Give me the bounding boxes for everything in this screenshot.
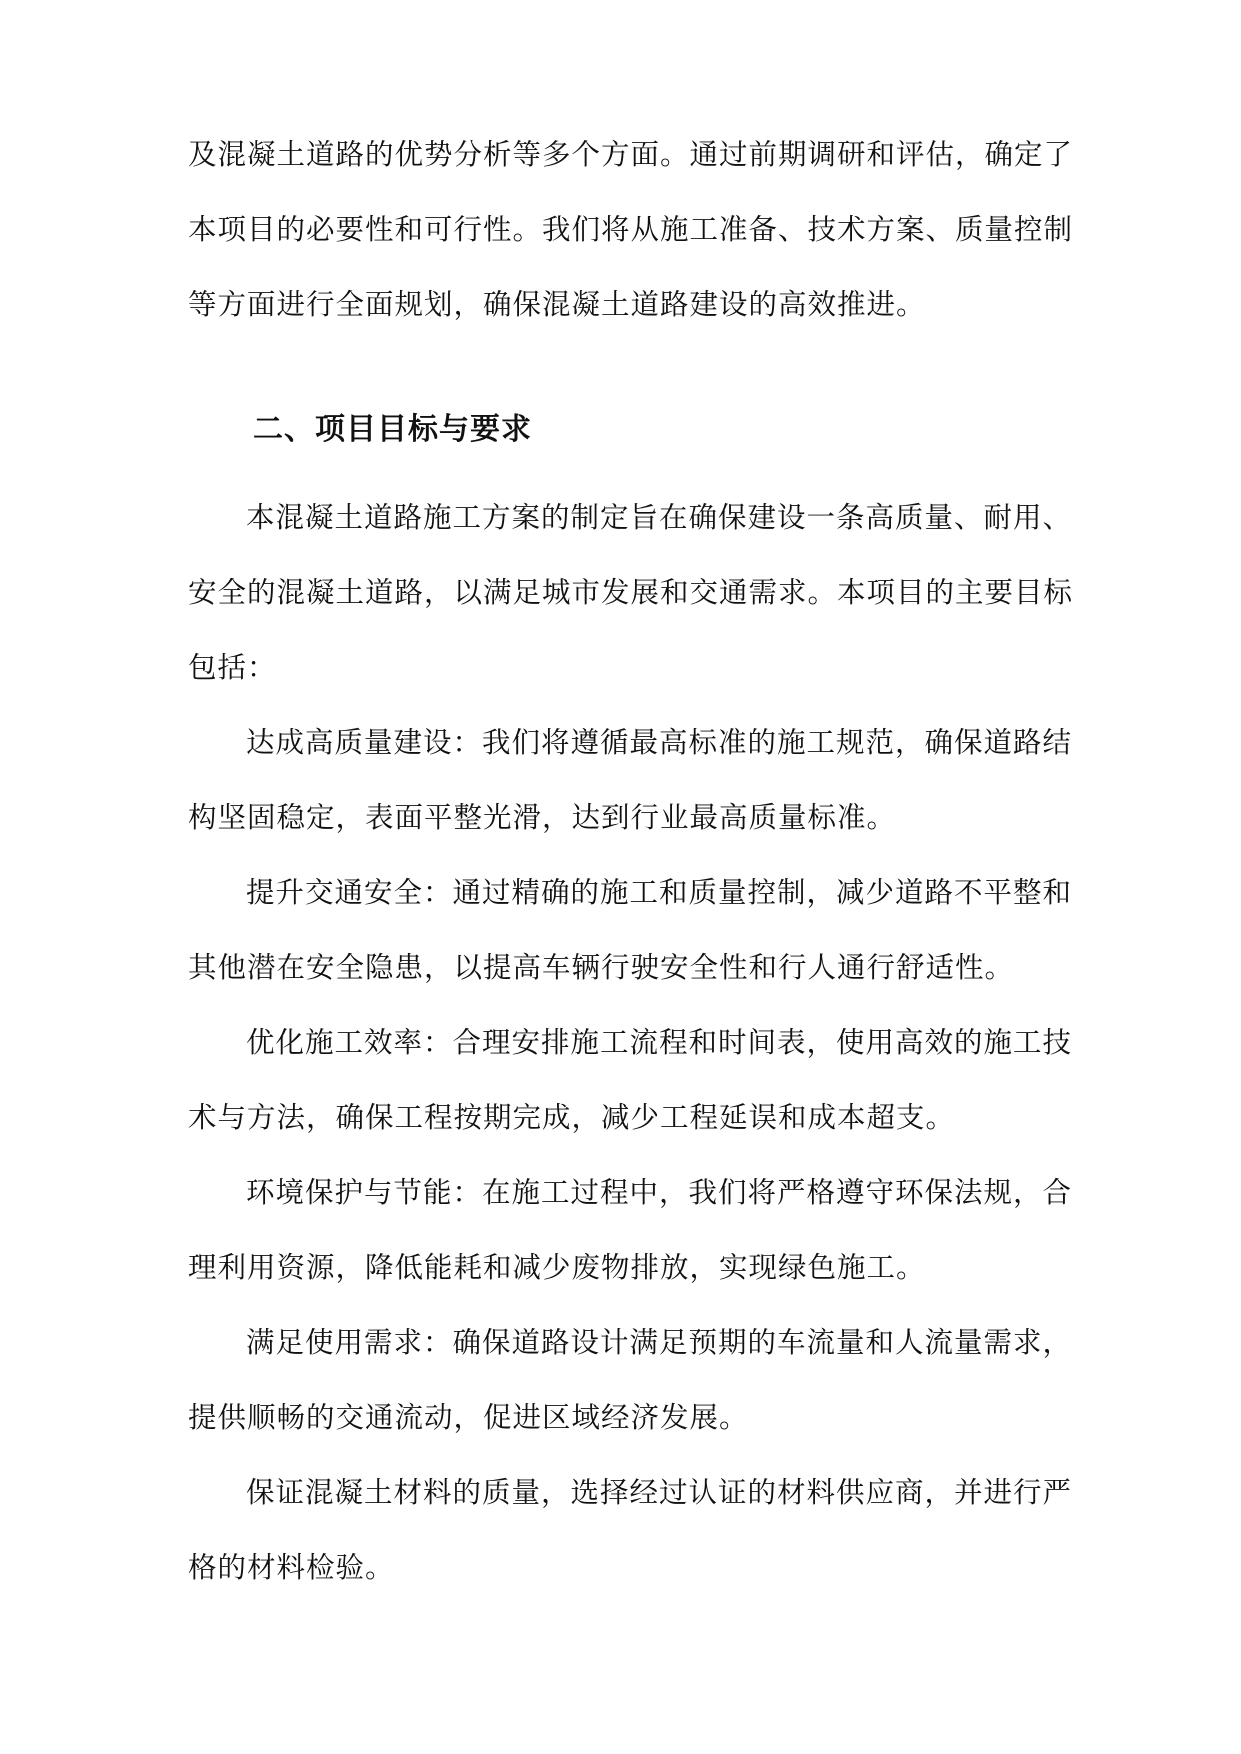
paragraph-line: 提升交通安全：通过精确的施工和质量控制，减少道路不平整和 [246, 876, 1073, 909]
paragraph-line: 达成高质量建设：我们将遵循最高标准的施工规范，确保道路结 [246, 726, 1073, 759]
paragraph-line: 包括： [188, 651, 277, 684]
paragraph-line: 满足使用需求：确保道路设计满足预期的车流量和人流量需求， [246, 1326, 1073, 1359]
paragraph-line: 提供顺畅的交通流动，促进区域经济发展。 [188, 1401, 749, 1434]
paragraph-line: 格的材料检验。 [188, 1551, 395, 1584]
paragraph-line: 构坚固稳定，表面平整光滑，达到行业最高质量标准。 [188, 801, 897, 834]
paragraph-line: 安全的混凝土道路，以满足城市发展和交通需求。本项目的主要目标 [188, 576, 1074, 609]
intro-line-1: 及混凝土道路的优势分析等多个方面。通过前期调研和评估，确定了 [188, 138, 1074, 171]
paragraph-line: 环境保护与节能：在施工过程中，我们将严格遵守环保法规，合 [246, 1176, 1073, 1209]
paragraph-line: 术与方法，确保工程按期完成，减少工程延误和成本超支。 [188, 1101, 956, 1134]
paragraph-line: 理利用资源，降低能耗和减少废物排放，实现绿色施工。 [188, 1251, 926, 1284]
paragraph-line: 优化施工效率：合理安排施工流程和时间表，使用高效的施工技 [246, 1026, 1073, 1059]
paragraph-line: 本混凝土道路施工方案的制定旨在确保建设一条高质量、耐用、 [246, 501, 1073, 534]
intro-line-2: 本项目的必要性和可行性。我们将从施工准备、技术方案、质量控制 [188, 213, 1074, 246]
intro-line-3: 等方面进行全面规划，确保混凝土道路建设的高效推进。 [188, 288, 926, 321]
section-heading: 二、项目目标与要求 [253, 412, 532, 447]
paragraph-line: 保证混凝土材料的质量，选择经过认证的材料供应商，并进行严 [246, 1476, 1073, 1509]
paragraph-line: 其他潜在安全隐患，以提高车辆行驶安全性和行人通行舒适性。 [188, 951, 1015, 984]
